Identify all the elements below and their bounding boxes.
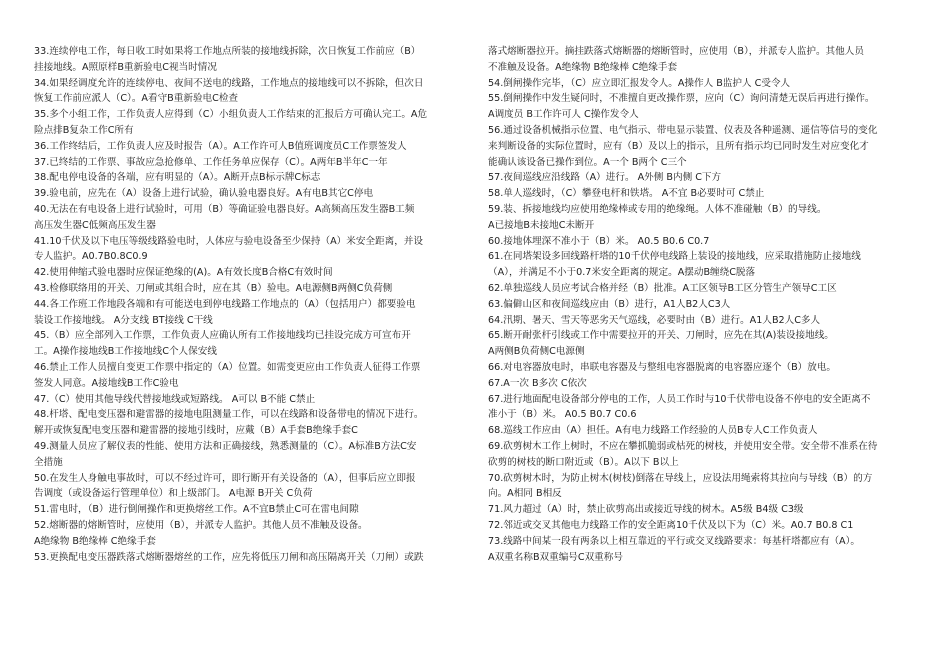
- left-column: [34, 44, 446, 565]
- text-line: 55.倒闸操作中发生疑问时，不准擅自更改操作票，应向（C）询问清楚无误后再进行操作。: [488, 93, 875, 105]
- text-line: 51.雷电时，（B）进行倒闸操作和更换熔丝工作。A不宜B禁止C可在雷电间隙: [34, 504, 359, 516]
- text-line: 64.汛期、暑天、雪天等恶劣天气巡线，必要时由（B）进行。A1人B2人C多人: [488, 314, 821, 326]
- text-line: 36.工作终结后，工作负责人应及时报告（A）。A工作许可人B值班调度员C工作票签发人: [34, 140, 407, 152]
- text-line: 准小于（B）米。 A0.5 B0.7 C0.6: [488, 409, 637, 421]
- text-line: 67.进行地面配电设备部分停电的工作，人员工作时与10千伏带电设备不停电的安全距离不: [488, 393, 871, 405]
- text-line: A绝缘物 B绝缘棒 C绝缘手套: [34, 535, 156, 547]
- text-line: 68.巡线工作应由（A）担任。A有电力线路工作经验的人员B专人C工作负责人: [488, 425, 818, 437]
- text-line: 37.已终结的工作票、事故应急抢修单、工作任务单应保存（C）。A两年B半年C一年: [34, 156, 388, 168]
- text-line: 装设工作接地线。 A分支线 BT接线 C干线: [34, 314, 213, 326]
- text-line: 不准触及设备。A绝缘物 B绝缘棒 C绝缘手套: [488, 61, 678, 73]
- text-line: （A），并满足不小于0.7米安全距离的规定。A摆动B缠绕C脱落: [488, 267, 756, 279]
- text-line: 53.更换配电变压器跌落式熔断器熔丝的工作，应先将低压刀闸和高压隔离开关（刀闸）或跌: [34, 551, 424, 563]
- text-line: 72.邻近或交叉其他电力线路工作的安全距离10千伏及以下为（C）米。A0.7 B0.8 C1: [488, 519, 854, 531]
- text-line: A双重名称B双重编号C双重称号: [488, 551, 623, 563]
- text-line: 解开或恢复配电变压器和避雷器的接地引线时，应戴（B）A手套B绝缘手套C: [34, 425, 358, 437]
- text-line: 42.使用伸缩式验电器时应保证绝缘的(A)。A有效长度B合格C有效时间: [34, 267, 333, 279]
- text-line: 39.验电前，应先在（A）设备上进行试验，确认验电器良好。A有电B其它C停电: [34, 188, 374, 200]
- text-line: 65.断开耐张杆引线或工作中需要拉开的开关、刀闸时，应先在其(A)装设接地线。: [488, 330, 834, 342]
- text-line: 50.在发生人身触电事故时，可以不经过许可，即行断开有关设备的（A），但事后应立即报: [34, 472, 416, 484]
- text-line: 67.A一次 B多次 C依次: [488, 377, 587, 389]
- text-line: 52.熔断器的熔断管时，应使用（B），并派专人监护。其他人员不准触及设备。: [34, 519, 368, 531]
- text-line: 59.装、拆接地线均应使用绝缘棒或专用的绝缘绳。人体不准碰触（B）的导线。: [488, 203, 827, 215]
- text-line: 44.各工作班工作地段各端和有可能送电到停电线路工作地点的（A）（包括用户）都要验电: [34, 298, 416, 310]
- text-line: 险点排B复杂工作C所有: [34, 124, 134, 136]
- text-line: 63.偏僻山区和夜间巡线应由（B）进行，A1人B2人C3人: [488, 298, 731, 310]
- text-line: 签发人同意。A接地线B工作C验电: [34, 377, 179, 389]
- text-line: 54.倒闸操作完毕，（C）应立即汇报发令人。A操作人 B监护人 C受令人: [488, 77, 791, 89]
- text-line: 61.在同塔架设多回线路杆塔的10千伏停电线路上装设的接地线，应采取措施防止接地线: [488, 251, 861, 263]
- text-line: A已接地B未接地C未断开: [488, 219, 595, 231]
- text-line: 向。A相同 B相反: [488, 488, 562, 500]
- text-line: 46.禁止工作人员擅自变更工作票中指定的（A）位置。如需变更应由工作负责人征得工作票: [34, 361, 421, 373]
- text-line: A调度员 B工作许可人 C操作发令人: [488, 109, 639, 121]
- right-column: [488, 44, 900, 565]
- text-line: 来判断设备的实际位置时，应有（B）及以上的指示，且所有指示均已同时发生对应变化才: [488, 140, 869, 152]
- text-line: 62.单独巡线人员应考试合格并经（B）批准。A工区领导B工区分管生产领导C工区: [488, 282, 837, 294]
- text-line: 35.多个小组工作，工作负责人应得到（C）小组负责人工作结束的汇报后方可确认完工。A危: [34, 109, 428, 121]
- text-line: 66.对电容器放电时，串联电容器及与整组电容器脱离的电容器应逐个（B）放电。: [488, 361, 837, 373]
- text-line: 挂接地线。A照原样B重新验电C视当时情况: [34, 61, 217, 73]
- text-line: 41.10千伏及以下电压等级线路验电时，人体应与验电设备至少保持（A）米安全距离，并设: [34, 235, 423, 247]
- text-line: 33.连续停电工作，每日收工时如果将工作地点所装的接地线拆除，次日恢复工作前应（B）: [34, 46, 421, 57]
- text-line: 69.砍剪树木工作上树时，不应在攀抓脆弱或枯死的树枝，并使用安全带。安全带不准系在待: [488, 440, 878, 452]
- text-line: 全措施: [34, 456, 63, 468]
- text-line: 58.单人巡线时，（C）攀登电杆和铁塔。 A不宜 B必要时可 C禁止: [488, 188, 765, 200]
- text-line: 工。A操作接地线B工作接地线C个人保安线: [34, 346, 217, 358]
- text-line: 恢复工作前应派人（C）。A看守B重新验电C检查: [34, 93, 239, 105]
- text-line: 专人监护。A0.7B0.8C0.9: [34, 251, 148, 263]
- text-line: 73.线路中间某一段有两条以上相互靠近的平行或交叉线路要求：每基杆塔都应有（A）。: [488, 535, 860, 547]
- text-line: 57.夜间巡线应沿线路（A）进行。 A外侧 B内侧 C下方: [488, 172, 722, 184]
- text-line: A两侧B负荷侧C电源侧: [488, 346, 585, 358]
- text-line: 56.通过设备机械指示位置、电气指示、带电显示装置、仪表及各种遥测、遥信等信号的变化: [488, 124, 878, 136]
- text-line: 49.测量人员应了解仪表的性能、使用方法和正确接线，熟悉测量的（C）。A标准B方法C安: [34, 440, 417, 452]
- text-line: 45.（B）应全部列入工作票，工作负责人应确认所有工作接地线均已挂设完成方可宣布开: [34, 330, 411, 342]
- text-line: 砍剪的树枝的断口附近或（B）。A以下 B以上: [488, 456, 679, 468]
- text-line: 告调度（或设备运行管理单位）和上级部门。 A电源 B开关 C负荷: [34, 488, 313, 500]
- text-line: 48.杆塔、配电变压器和避雷器的接地电阻测量工作，可以在线路和设备带电的情况下进行。: [34, 409, 424, 421]
- text-line: 高压发生器C低频高压发生器: [34, 219, 156, 231]
- text-line: 落式熔断器拉开。摘挂跌落式熔断器的熔断管时，应使用（B），并派专人监护。其他人员: [488, 46, 864, 57]
- text-line: 能确认该设备已操作到位。A一个 B两个 C三个: [488, 156, 687, 168]
- text-line: 71.风力超过（A）时，禁止砍剪高出或接近导线的树木。A5级 B4级 C3级: [488, 504, 804, 516]
- text-line: 38.配电停电设备的各端，应有明显的（A）。A断开点B标示牌C标志: [34, 172, 321, 184]
- text-line: 60.接地体埋深不准小于（B）米。 A0.5 B0.6 C0.7: [488, 235, 710, 247]
- text-line: 34.如果经调度允许的连续停电、夜间不送电的线路，工作地点的接地线可以不拆除，但次日: [34, 77, 424, 89]
- text-line: 47.（C）使用其他导线代替接地线或短路线。 A可以 B不能 C禁止: [34, 393, 316, 405]
- text-line: 43.检修联络用的开关、刀闸或其组合时，应在其（B）验电。A电源侧B两侧C负荷侧: [34, 282, 393, 294]
- text-line: 70.砍剪树木时，为防止树木(树枝)倒落在导线上，应设法用绳索将其拉向与导线（B）的方: [488, 472, 873, 484]
- text-line: 40.无法在有电设备上进行试验时，可用（B）等确证验电器良好。A高频高压发生器B工频: [34, 203, 415, 215]
